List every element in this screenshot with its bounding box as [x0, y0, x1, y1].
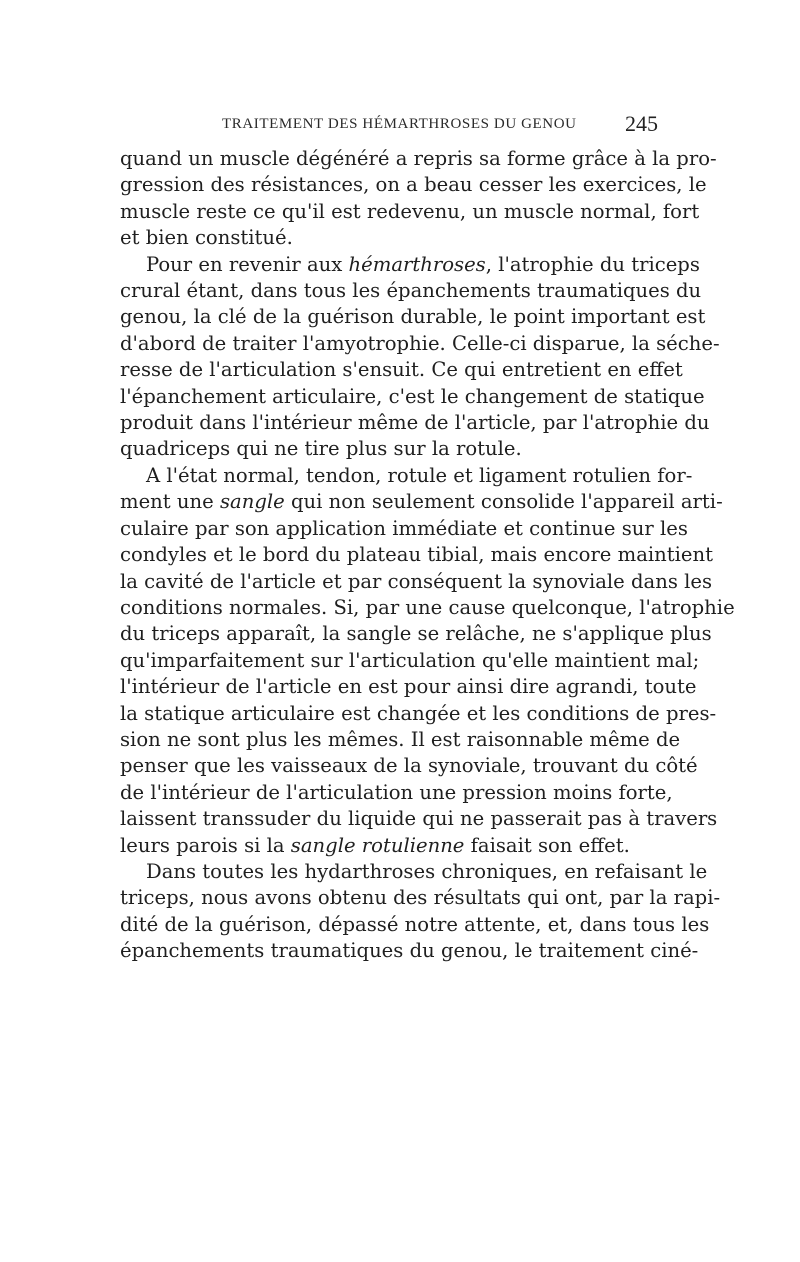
- text-line: Pour en revenir aux hémarthroses, l'atrophie du triceps: [146, 252, 700, 276]
- text-line: condyles et le bord du plateau tibial, mais encore maintient: [120, 543, 714, 567]
- paragraph: [120, 146, 717, 252]
- paragraph: [120, 859, 721, 965]
- text-line: Dans toutes les hydarthroses chroniques, en refaisant le: [146, 859, 708, 883]
- text-line: crural étant, dans tous les épanchements traumatiques du: [120, 279, 702, 303]
- text-line: l'intérieur de l'article en est pour ainsi dire agrandi, toute: [120, 675, 697, 699]
- text-line: quadriceps qui ne tire plus sur la rotule.: [120, 437, 522, 461]
- text-line: gression des résistances, on a beau cesser les exercices, le: [120, 173, 707, 197]
- text-line: resse de l'articulation s'ensuit. Ce qui entretient en effet: [120, 358, 683, 382]
- text-line: leurs parois si la sangle rotulienne faisait son effet.: [120, 833, 630, 857]
- italic-term: hémarthroses: [348, 252, 486, 276]
- italic-term: sangle: [219, 490, 285, 514]
- text-line: l'épanchement articulaire, c'est le changement de statique: [120, 384, 705, 408]
- text-line: muscle reste ce qu'il est redevenu, un muscle normal, fort: [120, 199, 700, 223]
- text-line: produit dans l'intérieur même de l'article, par l'atrophie du: [120, 411, 710, 435]
- text-line: culaire par son application immédiate et continue sur les: [120, 516, 688, 540]
- text-line: et bien constitué.: [120, 226, 293, 250]
- text-line: sion ne sont plus les mêmes. Il est raisonnable même de: [120, 727, 681, 751]
- text-line: triceps, nous avons obtenu des résultats qui ont, par la rapi-: [120, 886, 721, 910]
- text-line: la statique articulaire est changée et les conditions de pres-: [120, 701, 717, 725]
- italic-term: sangle rotulienne: [290, 833, 465, 857]
- text-line: du triceps apparaît, la sangle se relâche, ne s'applique plus: [120, 622, 712, 646]
- page-number: 245: [625, 111, 658, 136]
- running-head: TRAITEMENT DES HÉMARTHROSES DU GENOU: [222, 116, 577, 132]
- text-line: dité de la guérison, dépassé notre attente, et, dans tous les: [120, 912, 710, 936]
- text-line: conditions normales. Si, par une cause quelconque, l'atrophie: [120, 595, 735, 619]
- text-line: A l'état normal, tendon, rotule et ligament rotulien for-: [146, 463, 693, 487]
- text-line: laissent transsuder du liquide qui ne passerait pas à travers: [120, 807, 718, 831]
- text-line: penser que les vaisseaux de la synoviale, trouvant du côté: [120, 754, 698, 778]
- page-header: [120, 111, 658, 142]
- paragraph: [120, 463, 735, 859]
- text-line: quand un muscle dégénéré a repris sa forme grâce à la pro-: [120, 147, 717, 170]
- text-line: la cavité de l'article et par conséquent la synoviale dans les: [120, 569, 713, 593]
- text-line: ment une sangle qui non seulement consolide l'appareil arti-: [120, 490, 723, 514]
- text-line: épanchements traumatiques du genou, le traitement ciné-: [120, 939, 699, 963]
- paragraph: [120, 252, 720, 463]
- text-line: de l'intérieur de l'articulation une pression moins forte,: [120, 780, 673, 804]
- text-line: genou, la clé de la guérison durable, le point important est: [120, 305, 706, 329]
- body-text: [120, 146, 735, 965]
- text-line: d'abord de traiter l'amyotrophie. Celle-ci disparue, la séche-: [120, 331, 720, 355]
- text-line: qu'imparfaitement sur l'articulation qu'elle maintient mal;: [120, 648, 700, 672]
